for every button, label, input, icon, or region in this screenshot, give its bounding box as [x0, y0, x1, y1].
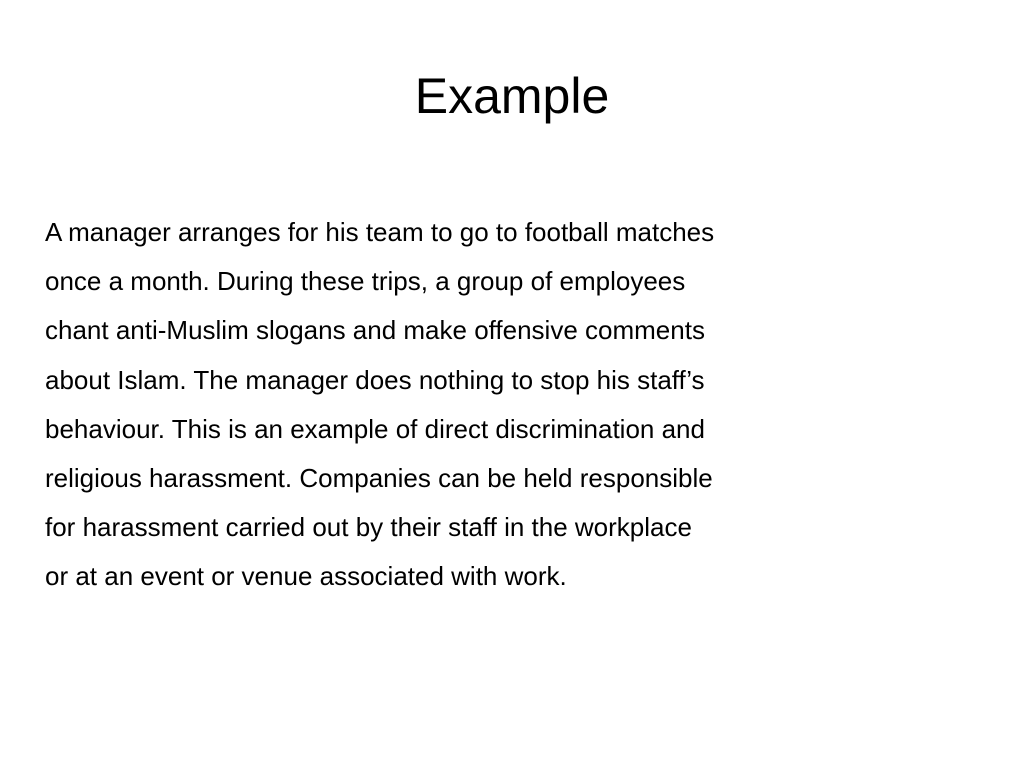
body-text-line: or at an event or venue associated with work.	[45, 561, 567, 592]
slide-title: Example	[414, 68, 610, 124]
body-text-line: about Islam. The manager does nothing to stop his staff’s	[45, 364, 705, 395]
body-text-line: for harassment carried out by their staff in the workplace	[45, 512, 692, 543]
body-text-line: once a month. During these trips, a group of employees	[45, 266, 686, 297]
slide-body-text	[45, 208, 1005, 602]
body-text-line: behaviour. This is an example of direct discrimination and	[45, 413, 705, 444]
body-text-line: religious harassment. Companies can be held responsible	[45, 463, 713, 494]
body-text-line: A manager arranges for his team to go to football matches	[45, 217, 715, 247]
body-text-line: chant anti-Muslim slogans and make offensive comments	[45, 315, 705, 346]
